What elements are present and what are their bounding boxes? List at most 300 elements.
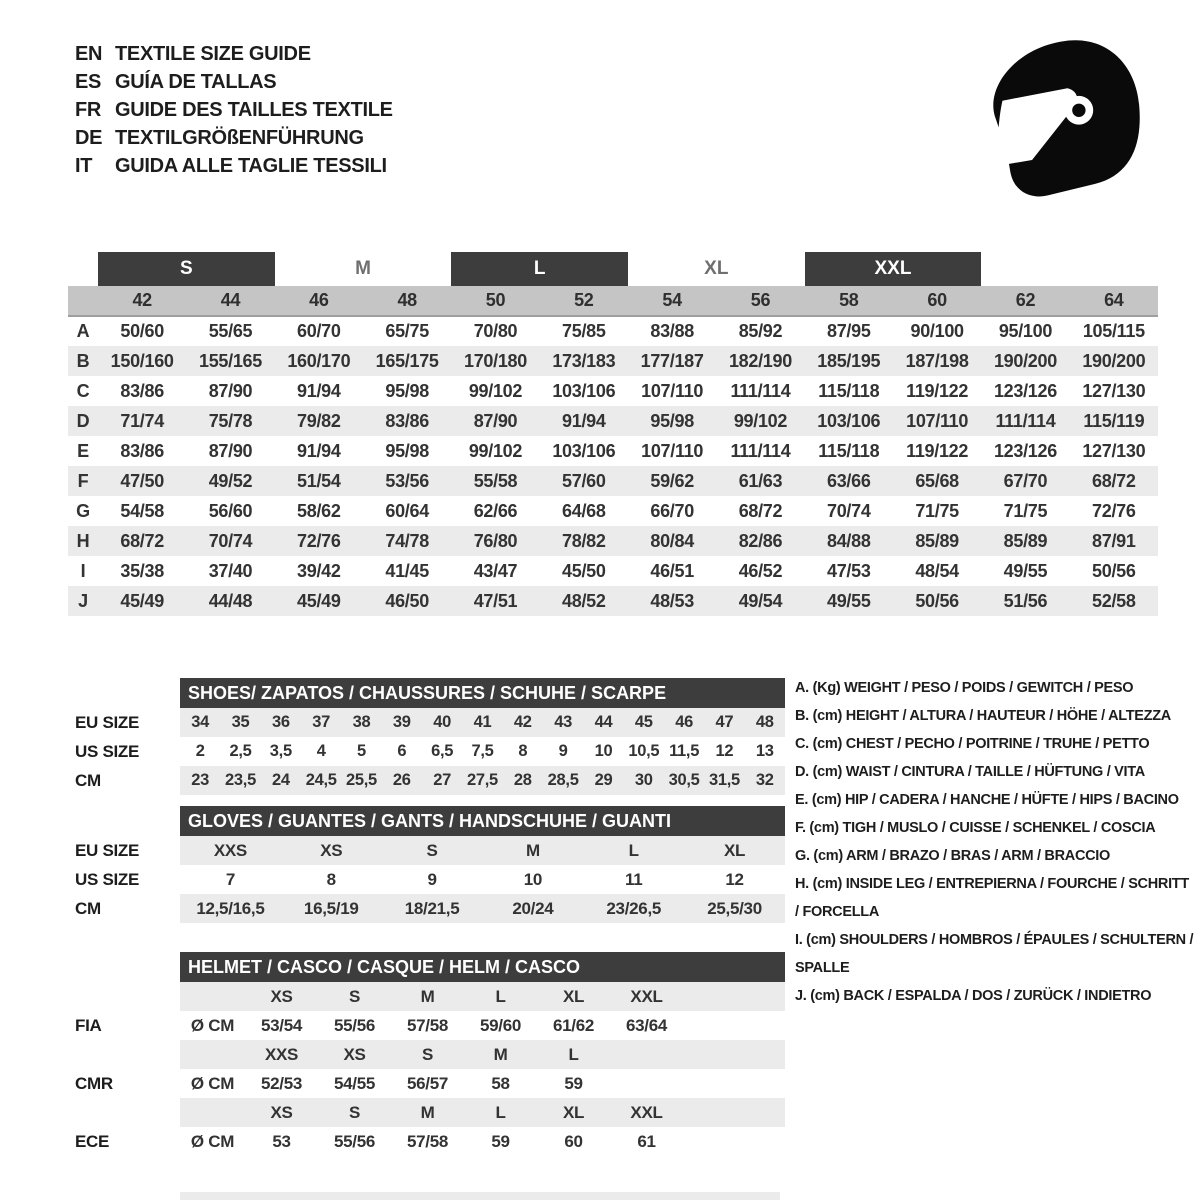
size-group-header: XXL <box>805 252 982 286</box>
size-header-cell: 48 <box>363 286 451 316</box>
size-cell: 28 <box>503 766 543 795</box>
size-cell: 70/80 <box>473 321 518 341</box>
size-cell: 185/195 <box>805 346 893 376</box>
legend-item: D. (cm) WAIST / CINTURA / TAILLE / HÜFTUNG / VITA <box>795 764 1145 780</box>
measurement-row <box>68 466 1158 496</box>
helmet-size-label: XXL <box>610 982 683 1011</box>
section-header-row <box>60 806 785 836</box>
size-cell: 45/49 <box>275 586 363 616</box>
measurement-row <box>68 526 1158 556</box>
size-cell: 60/64 <box>385 500 429 521</box>
section-row <box>60 708 785 737</box>
size-cell: 7 <box>225 869 235 889</box>
size-header-cell: 54 <box>628 286 716 316</box>
section-row <box>60 836 785 865</box>
section-row <box>60 894 785 923</box>
size-cell: 37 <box>301 708 341 737</box>
size-cell: 87/90 <box>451 406 539 436</box>
gloves-section-title: GLOVES / GUANTES / GANTS / HANDSCHUHE / GUANTI <box>180 806 785 836</box>
size-cell: 39 <box>382 708 422 737</box>
size-cell: 6,5 <box>431 742 454 760</box>
size-cell: 30,5 <box>664 766 704 795</box>
size-cell: 30 <box>624 766 664 795</box>
size-cell: 87/90 <box>208 440 253 461</box>
size-cell: 57/58 <box>406 1131 449 1151</box>
size-cell: 5 <box>357 742 366 760</box>
section-row-label: EU SIZE <box>60 836 180 865</box>
size-cell: 65/68 <box>893 466 981 496</box>
size-cell: 45 <box>624 708 664 737</box>
size-cell: 123/126 <box>993 380 1057 401</box>
unit-spacer <box>180 1040 245 1069</box>
size-cell: L <box>583 836 684 865</box>
row-label: I <box>80 560 86 581</box>
legend-item: E. (cm) HIP / CADERA / HANCHE / HÜFTE / HIPS / BACINO <box>795 792 1179 808</box>
size-cell: 75/85 <box>562 321 606 341</box>
size-cell: 27,5 <box>462 766 502 795</box>
section-row-spacer <box>60 1098 180 1127</box>
size-cell: 34 <box>180 708 220 737</box>
helmet-standard-label: ECE <box>60 1127 180 1156</box>
size-cell: 56/60 <box>208 500 253 521</box>
size-cell: 41 <box>462 708 502 737</box>
helmet-size-label: XS <box>318 1040 391 1069</box>
section-header-row <box>60 678 785 708</box>
size-cell: 68/72 <box>98 526 186 556</box>
helmet-size-row <box>60 1040 785 1069</box>
size-cell: 2,5 <box>229 742 252 760</box>
language-title: GUIDA ALLE TAGLIE TESSILI <box>115 154 387 177</box>
size-cell: 87/95 <box>827 321 871 341</box>
size-cell: 95/98 <box>628 406 716 436</box>
size-cell: 43/47 <box>473 560 518 581</box>
size-cell: 50/60 <box>120 321 164 341</box>
section-row <box>60 766 785 795</box>
size-cell: 3,5 <box>269 742 292 760</box>
size-cell: 127/130 <box>1082 440 1146 461</box>
filler-cell <box>683 1098 785 1127</box>
language-title: GUIDE DES TAILLES TEXTILE <box>115 98 393 121</box>
size-cell: 36 <box>261 708 301 737</box>
size-cell: 71/74 <box>98 406 186 436</box>
size-cell: 62/66 <box>473 500 518 521</box>
size-cell: 99/102 <box>468 440 523 461</box>
size-cell: 90/100 <box>910 321 964 341</box>
size-header-cell: 50 <box>451 286 539 316</box>
size-cell: 177/187 <box>628 346 716 376</box>
size-cell: XXS <box>180 836 281 865</box>
size-cell: 64/68 <box>562 500 606 521</box>
filler-cell <box>683 1069 785 1098</box>
size-cell: 68/72 <box>738 500 783 521</box>
size-cell: 53/56 <box>363 466 451 496</box>
size-cell: 111/114 <box>730 380 791 401</box>
size-header-cell: 62 <box>981 286 1069 316</box>
size-cell: 59/62 <box>628 466 716 496</box>
language-list <box>75 40 393 180</box>
size-cell: 160/170 <box>275 346 363 376</box>
size-cell: 107/110 <box>893 406 981 436</box>
size-cell: 111/114 <box>981 406 1069 436</box>
size-cell: 150/160 <box>98 346 186 376</box>
helmet-size-label: XS <box>245 1098 318 1127</box>
filler-cell <box>683 1011 785 1040</box>
legend-item: H. (cm) INSIDE LEG / ENTREPIERNA / FOURCHE / SCHRITT / FORCELLA <box>795 876 1189 920</box>
language-row <box>75 68 393 96</box>
language-code: DE <box>75 126 103 149</box>
helmet-value-row <box>60 1127 785 1156</box>
size-cell: 9 <box>558 742 568 760</box>
language-code: IT <box>75 154 93 177</box>
helmet-value-row <box>60 1069 785 1098</box>
row-label: D <box>68 406 98 436</box>
size-cell: 49/54 <box>716 586 804 616</box>
helmet-size-label: XXS <box>245 1040 318 1069</box>
size-cell: 38 <box>341 708 381 737</box>
size-group-header: L <box>451 252 628 286</box>
size-cell: 27 <box>422 766 462 795</box>
size-cell: 23/26,5 <box>583 894 684 923</box>
size-cell: 50/56 <box>1092 560 1136 581</box>
measurement-row <box>68 586 1158 616</box>
size-cell <box>610 1069 683 1098</box>
size-cell: 24,5 <box>301 766 341 795</box>
size-cell: 119/122 <box>906 440 969 461</box>
size-cell: 43 <box>543 708 583 737</box>
size-cell: 35 <box>220 708 260 737</box>
language-title: GUÍA DE TALLAS <box>115 70 277 93</box>
size-cell: 84/88 <box>805 526 893 556</box>
size-cell: 45/50 <box>562 560 606 581</box>
size-cell: 123/126 <box>993 440 1057 461</box>
filler-cell <box>683 1040 785 1069</box>
size-cell: 127/130 <box>1082 380 1146 401</box>
size-cell: 70/74 <box>186 526 274 556</box>
size-number-row <box>68 286 1158 316</box>
legend-item: I. (cm) SHOULDERS / HOMBROS / ÉPAULES / SCHULTERN / SPALLE <box>795 932 1194 976</box>
helmet-value-row <box>60 1011 785 1040</box>
size-cell: 80/84 <box>628 526 716 556</box>
size-cell: 105/115 <box>1082 321 1145 341</box>
size-cell: 79/82 <box>275 406 363 436</box>
section-row-label: CM <box>60 766 180 795</box>
helmet-size-label: XXL <box>610 1098 683 1127</box>
section-row <box>60 865 785 894</box>
size-cell: 59/60 <box>479 1015 522 1035</box>
size-cell: 24 <box>261 766 301 795</box>
size-cell: 54/58 <box>120 500 164 521</box>
size-cell: 46/52 <box>738 560 783 581</box>
size-cell: 111/114 <box>730 440 791 461</box>
legend-item: J. (cm) BACK / ESPALDA / DOS / ZURÜCK / INDIETRO <box>795 988 1152 1004</box>
size-cell: 68/72 <box>1070 466 1158 496</box>
size-cell: 115/118 <box>818 440 880 461</box>
helmet-size-label: M <box>391 1098 464 1127</box>
size-cell: 76/80 <box>451 526 539 556</box>
row-label: C <box>76 380 90 401</box>
size-cell: 165/175 <box>363 346 451 376</box>
size-cell: 26 <box>382 766 422 795</box>
size-cell: 59 <box>491 1131 510 1151</box>
row-label: B <box>68 346 98 376</box>
size-cell: 91/94 <box>297 440 341 461</box>
size-cell: 170/180 <box>451 346 539 376</box>
size-cell: 44 <box>583 708 623 737</box>
size-cell: 39/42 <box>297 560 341 581</box>
measurement-row <box>68 376 1158 406</box>
language-title: TEXTILE SIZE GUIDE <box>115 42 311 65</box>
filler-cell <box>683 982 785 1011</box>
size-cell: 190/200 <box>981 346 1069 376</box>
size-cell: 173/183 <box>540 346 628 376</box>
legend-item: A. (Kg) WEIGHT / PESO / POIDS / GEWITCH / PESO <box>795 680 1134 696</box>
size-group-header-row <box>68 252 1158 286</box>
size-cell: 87/91 <box>1070 526 1158 556</box>
size-cell: 56/57 <box>406 1073 449 1093</box>
helmet-size-label: M <box>391 982 464 1011</box>
size-cell: 18/21,5 <box>382 894 483 923</box>
size-cell: 70/74 <box>827 500 871 521</box>
gloves-table <box>60 806 785 923</box>
section-row-label: CM <box>60 894 180 923</box>
helmet-standard-label: CMR <box>60 1069 180 1098</box>
size-cell: 50/56 <box>893 586 981 616</box>
size-cell: 61/62 <box>552 1015 595 1035</box>
size-cell: 63/66 <box>805 466 893 496</box>
helmet-size-label: S <box>318 982 391 1011</box>
size-cell: XS <box>281 836 382 865</box>
size-cell: 23 <box>180 766 220 795</box>
measurement-legend <box>795 674 1195 1010</box>
helmet-size-label <box>610 1040 683 1069</box>
helmet-icon <box>978 30 1153 202</box>
size-cell: 103/106 <box>552 440 616 461</box>
section-row-label: EU SIZE <box>60 708 180 737</box>
size-cell: 83/86 <box>120 440 164 461</box>
size-cell: 99/102 <box>716 406 804 436</box>
size-cell: 51/54 <box>275 466 363 496</box>
size-header-cell: 60 <box>893 286 981 316</box>
size-cell: S <box>382 836 483 865</box>
size-cell: 46/50 <box>363 586 451 616</box>
size-cell: 95/98 <box>385 440 429 461</box>
size-header-cell: 64 <box>1070 286 1158 316</box>
helmet-size-label: XL <box>537 982 610 1011</box>
size-cell: 65/75 <box>385 321 429 341</box>
measurement-row <box>68 436 1158 466</box>
row-label: F <box>68 466 98 496</box>
size-cell: 57/58 <box>406 1015 449 1035</box>
unit-spacer <box>180 982 245 1011</box>
size-cell: 83/86 <box>120 380 164 401</box>
size-cell: 48/52 <box>540 586 628 616</box>
section-header-row <box>60 952 785 982</box>
size-cell: 12 <box>715 742 734 760</box>
size-cell: 182/190 <box>716 346 804 376</box>
size-cell: 31,5 <box>704 766 744 795</box>
language-row <box>75 152 393 180</box>
section-row-spacer <box>60 982 180 1011</box>
size-cell: 52/53 <box>260 1073 303 1093</box>
size-cell: 37/40 <box>208 560 253 581</box>
size-cell: 54/55 <box>333 1073 376 1093</box>
size-cell: 11,5 <box>669 742 700 760</box>
filler-cell <box>683 1127 785 1156</box>
size-cell: 52/58 <box>1070 586 1158 616</box>
size-cell: 44/48 <box>186 586 274 616</box>
row-label: J <box>68 586 98 616</box>
size-cell: 72/76 <box>1092 500 1136 521</box>
row-label: G <box>76 500 90 521</box>
size-cell: 85/89 <box>893 526 981 556</box>
helmet-size-label: L <box>537 1040 610 1069</box>
size-cell: 91/94 <box>540 406 628 436</box>
size-cell: 10 <box>594 742 613 760</box>
legend-item: B. (cm) HEIGHT / ALTURA / HAUTEUR / HÖHE / ALTEZZA <box>795 708 1171 724</box>
size-cell: 91/94 <box>297 380 341 401</box>
size-cell: 78/82 <box>540 526 628 556</box>
diameter-unit-label: Ø CM <box>190 1073 235 1093</box>
size-cell: 95/98 <box>385 380 429 401</box>
size-cell: 2 <box>195 742 205 760</box>
language-title: TEXTILGRÖßENFÜHRUNG <box>115 126 364 149</box>
size-cell: 115/119 <box>1070 406 1158 436</box>
size-cell: 45/49 <box>98 586 186 616</box>
size-header-cell: 44 <box>186 286 274 316</box>
measurement-row <box>68 496 1158 526</box>
size-cell: 25,5 <box>341 766 381 795</box>
size-cell: 28,5 <box>543 766 583 795</box>
size-cell: 103/106 <box>805 406 893 436</box>
helmet-size-label: L <box>464 1098 537 1127</box>
size-cell: 107/110 <box>641 380 704 401</box>
helmet-size-label: XS <box>245 982 318 1011</box>
row-label: E <box>77 440 89 461</box>
size-cell: 103/106 <box>552 380 616 401</box>
language-row <box>75 40 393 68</box>
size-cell: 55/58 <box>451 466 539 496</box>
size-header-cell: 52 <box>540 286 628 316</box>
size-cell: 49/55 <box>805 586 893 616</box>
size-cell: 190/200 <box>1070 346 1158 376</box>
measurement-row <box>68 406 1158 436</box>
size-cell: 72/76 <box>275 526 363 556</box>
legend-item: G. (cm) ARM / BRAZO / BRAS / ARM / BRACCIO <box>795 848 1110 864</box>
size-cell: 48/54 <box>915 560 959 581</box>
size-cell: M <box>482 836 583 865</box>
legend-item: C. (cm) CHEST / PECHO / POITRINE / TRUHE / PETTO <box>795 736 1150 752</box>
helmet-size-label: XL <box>537 1098 610 1127</box>
size-cell: 20/24 <box>482 894 583 923</box>
size-cell: 48 <box>745 708 785 737</box>
size-cell: 67/70 <box>981 466 1069 496</box>
size-cell: 40 <box>422 708 462 737</box>
size-cell: 55/65 <box>208 321 253 341</box>
measurement-row <box>68 316 1158 346</box>
size-cell: 9 <box>427 869 437 889</box>
shoes-table <box>60 678 785 795</box>
size-cell: 155/165 <box>186 346 274 376</box>
size-cell: 23,5 <box>220 766 260 795</box>
size-cell: 4 <box>316 742 326 760</box>
size-cell: 11 <box>625 869 643 889</box>
size-cell: 25,5/30 <box>684 894 785 923</box>
size-cell: 61 <box>637 1131 656 1151</box>
size-cell: 75/78 <box>186 406 274 436</box>
language-code: EN <box>75 42 103 65</box>
size-cell: 10,5 <box>628 742 660 760</box>
section-row-label: US SIZE <box>60 737 180 766</box>
size-cell: 47/50 <box>98 466 186 496</box>
bottom-partial-band <box>180 1192 780 1200</box>
size-cell: 115/118 <box>818 380 880 401</box>
section-header-spacer <box>60 952 180 982</box>
language-code: FR <box>75 98 102 121</box>
size-cell: 6 <box>397 742 407 760</box>
section-row-spacer <box>60 1040 180 1069</box>
size-cell: 12,5/16,5 <box>180 894 281 923</box>
helmet-table <box>60 952 785 1156</box>
size-cell: 66/70 <box>650 500 694 521</box>
size-cell: 59 <box>564 1073 583 1093</box>
size-header-cell: 42 <box>98 286 186 316</box>
section-header-spacer <box>60 678 180 708</box>
textile-size-table <box>68 252 1158 616</box>
unit-spacer <box>180 1098 245 1127</box>
size-group-header: M <box>355 258 371 279</box>
size-cell: 119/122 <box>906 380 969 401</box>
size-cell: 74/78 <box>363 526 451 556</box>
size-cell: 46/51 <box>650 560 694 581</box>
size-cell: 107/110 <box>641 440 704 461</box>
size-cell: 71/75 <box>1003 500 1048 521</box>
language-code: ES <box>75 70 102 93</box>
size-cell: 99/102 <box>468 380 523 401</box>
size-cell: 85/92 <box>738 321 783 341</box>
row-label: A <box>76 321 90 341</box>
helmet-size-label: S <box>318 1098 391 1127</box>
helmet-size-label: L <box>464 982 537 1011</box>
section-row-label: US SIZE <box>60 865 180 894</box>
size-cell: 55/56 <box>333 1015 376 1035</box>
size-cell: 12 <box>725 869 744 889</box>
size-cell: 7,5 <box>471 742 494 760</box>
size-cell: 55/56 <box>333 1131 376 1151</box>
helmet-section-title: HELMET / CASCO / CASQUE / HELM / CASCO <box>180 952 785 982</box>
size-cell: 16,5/19 <box>281 894 382 923</box>
size-cell: 53 <box>272 1131 291 1151</box>
size-header-cell: 56 <box>716 286 804 316</box>
size-cell: 29 <box>583 766 623 795</box>
size-cell: 47 <box>704 708 744 737</box>
language-row <box>75 124 393 152</box>
size-header-cell: 46 <box>275 286 363 316</box>
section-row <box>60 737 785 766</box>
size-cell: 51/56 <box>981 586 1069 616</box>
size-cell: 61/63 <box>716 466 804 496</box>
size-cell: 49/55 <box>1003 560 1048 581</box>
language-row <box>75 96 393 124</box>
corner-cell <box>68 286 98 316</box>
size-cell: 187/198 <box>893 346 981 376</box>
size-cell: 82/86 <box>716 526 804 556</box>
diameter-unit-label: Ø CM <box>190 1131 235 1151</box>
size-cell: 46 <box>664 708 704 737</box>
size-cell: 8 <box>518 742 528 760</box>
size-cell: XL <box>684 836 785 865</box>
size-cell: 41/45 <box>385 560 429 581</box>
size-cell: 58/62 <box>297 500 341 521</box>
